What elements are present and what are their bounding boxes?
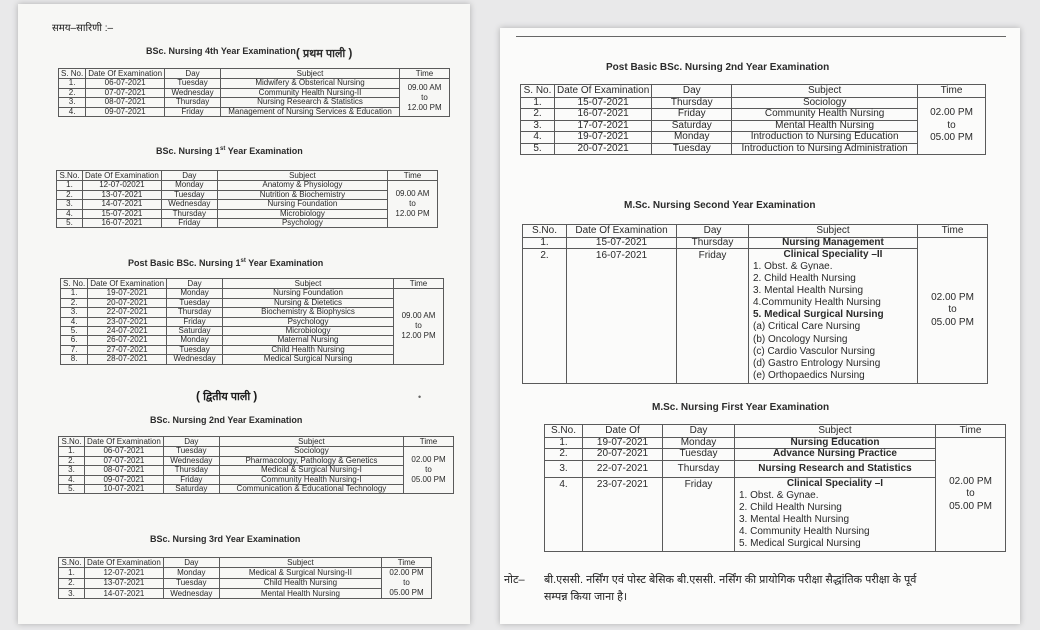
table-row [61,336,444,345]
cell-sno: 5. [59,484,85,493]
col-sno: S. No. [521,85,555,98]
cell-date: 15-07-2021 [567,237,677,249]
cell-date: 15-07-2021 [555,97,652,109]
cell-date: 28-07-2021 [88,355,167,364]
table-row [59,568,432,578]
cell-sno: 3. [61,308,88,317]
cell-day: Saturday [167,326,223,335]
col-time: Time [388,171,438,181]
cell-date: 23-07-2021 [583,478,663,552]
cell-day: Friday [163,475,219,484]
col-time: Time [918,225,988,238]
cell-day: Monday [167,336,223,345]
table-row [59,107,450,116]
col-time: Time [918,85,986,98]
cell-subject: Microbiology [223,326,394,335]
cell-sno: 1. [59,568,85,578]
list-item: 4. Community Health Nursing [739,526,870,538]
cell-sno: 5. [57,218,83,227]
cell-subject: Nursing Foundation [217,200,387,209]
table-row [59,589,432,599]
clinical-speciality-ii-list [749,249,918,384]
cell-day: Wednesday [167,355,223,364]
cell-sno: 1. [61,289,88,298]
cell-subject: Medical Surgical Nursing [223,355,394,364]
table-row [59,98,450,107]
cell-sno: 1. [545,437,583,449]
cell-day: Tuesday [161,190,217,199]
table-row [61,355,444,364]
cell-day: Saturday [652,120,732,132]
col-day: Day [163,437,219,447]
note-label: नोट– [504,574,525,586]
cell-day: Thursday [663,460,735,478]
list-item: (a) Critical Care Nursing [753,321,861,333]
cell-sno: 4. [59,107,86,116]
cell-subject: Community Health Nursing-I [219,475,403,484]
cell-sno: 1. [59,79,86,88]
table-row [59,447,454,456]
note-line-2: सम्पन्न किया जाना है। [544,591,628,604]
cell-date: 16-07-2021 [83,218,162,227]
col-time: Time [382,558,432,568]
note-line-1: बी.एससी. नर्सिंग एवं पोस्ट बेसिक बी.एससी. नर्सिंग की प्रायोगिक परीक्षा सैद्धांतिक परीक्षा के पूर्व [544,574,917,586]
cell-day: Wednesday [165,88,221,97]
cell-subject: Nursing Education [735,437,936,449]
cell-subject: Child Health Nursing [223,345,394,354]
cell-day: Thursday [163,466,219,475]
col-subject: Subject [735,425,936,438]
list-item: 3. Mental Health Nursing [753,284,864,296]
list-item: 1. Obst. & Gynae. [739,489,819,501]
col-sno: S.No. [545,425,583,438]
cell-sno: 1. [521,97,555,109]
time-cell [394,289,444,364]
cell-date: 20-07-2021 [583,449,663,461]
cell-sno: 4. [545,478,583,552]
cell-sno: 2. [545,449,583,461]
list-item: 1. Obst. & Gynae. [753,260,833,272]
cell-sno: 5. [521,143,555,155]
cell-sno: 8. [61,355,88,364]
bsc-3rd-year-title: BSc. Nursing 3rd Year Examination [150,534,301,544]
cell-subject: Psychology [217,218,387,227]
table-row [61,289,444,298]
cell-date: 16-07-2021 [555,109,652,121]
cell-date: 12-07-2021 [85,568,164,578]
time-cell [918,97,986,155]
cell-subject: Pharmacology, Pathology & Genetics [219,456,403,465]
list-item: (e) Orthopaedics Nursing [753,370,865,382]
cell-subject: Community Health Nursing [732,109,918,121]
col-time: Time [394,279,444,289]
msc-1st-year-table [544,424,1006,552]
cell-sno: 3. [521,120,555,132]
time-line: to [409,199,416,209]
cell-day: Thursday [652,97,732,109]
first-shift-label: प्रथम पाली [302,48,346,60]
bsc-2nd-year-title: BSc. Nursing 2nd Year Examination [150,415,303,425]
col-sno: S. No. [61,279,88,289]
col-day: Day [652,85,732,98]
cell-day: Wednesday [161,200,217,209]
cell-sno: 2. [61,298,88,307]
cell-date: 14-07-2021 [83,200,162,209]
cell-subject: Midwifery & Obsterical Nursing [221,79,400,88]
time-line: to [425,465,432,475]
cell-sno: 7. [61,345,88,354]
cell-sno: 2. [57,190,83,199]
time-line: 09.00 AM [407,82,442,92]
cell-day: Thursday [161,209,217,218]
cell-day: Monday [163,568,219,578]
time-line: 05.00 PM [930,132,973,143]
cell-day: Tuesday [165,79,221,88]
col-subject: Subject [732,85,918,98]
time-line: 12.00 PM [401,331,436,341]
cell-date: 06-07-2021 [86,79,165,88]
cell-sno: 5. [61,326,88,335]
cell-date: 08-07-2021 [86,98,165,107]
time-cell [404,447,454,494]
time-line: 05.00 PM [389,588,424,598]
cell-sno: 1. [523,237,567,249]
time-line: to [947,119,956,131]
cell-subject: Nursing Research & Statistics [221,98,400,107]
cell-day: Tuesday [167,345,223,354]
cell-sno: 6. [61,336,88,345]
time-line: 12.00 PM [407,102,442,112]
bsc-3rd-year-table [58,557,432,599]
time-line: to [403,578,410,588]
table-row [59,578,432,588]
cell-day: Monday [167,289,223,298]
cell-day: Tuesday [163,447,219,456]
col-subject: Subject [219,437,403,447]
cell-sno: 4. [57,209,83,218]
cell-day: Monday [652,132,732,144]
cell-day: Friday [167,317,223,326]
list-item: 2. Child Health Nursing [753,272,856,284]
time-cell: 02.00 PM to 05.00 PM [936,437,1006,552]
cell-date: 20-07-2021 [88,298,167,307]
top-rule [516,36,1006,37]
cell-day: Tuesday [652,143,732,155]
cell-date: 08-07-2021 [85,466,164,475]
post-basic-2nd-year-title: Post Basic BSc. Nursing 2nd Year Examination [606,62,830,73]
col-day: Day [161,171,217,181]
table-row [61,308,444,317]
cell-date: 16-07-2021 [567,249,677,384]
cell-subject: Introduction to Nursing Education [732,132,918,144]
cell-subject: Introduction to Nursing Administration [732,143,918,155]
cell-date: 07-07-2021 [86,88,165,97]
table-row [521,132,986,144]
table-row [59,484,454,493]
cell-date: 17-07-2021 [555,120,652,132]
cell-sno: 3. [545,460,583,478]
cell-date: 13-07-2021 [83,190,162,199]
table-row [57,200,438,209]
cell-subject: Medical & Surgical Nursing-II [219,568,381,578]
cell-date: 13-07-2021 [85,578,164,588]
list-item: (c) Cardio Vasculor Nursing [753,345,876,357]
table-row [521,97,986,109]
col-time: Time [400,69,450,79]
col-subject: Subject [217,171,387,181]
cell-day: Thursday [677,237,749,249]
cell-day: Wednesday [163,456,219,465]
cell-day: Friday [663,478,735,552]
right-page [500,28,1020,624]
msc-2nd-year-title: M.Sc. Nursing Second Year Examination [624,200,816,211]
cell-day: Monday [161,181,217,190]
cell-date: 19-07-2021 [583,437,663,449]
cell-subject: Communication & Educational Technology [219,484,403,493]
clinical-speciality-heading: Clinical Speciality –I [786,478,884,489]
cell-subject: Sociology [219,447,403,456]
cell-subject: Sociology [732,97,918,109]
cell-subject: Biochemistry & Biophysics [223,308,394,317]
cell-sno: 3. [57,200,83,209]
cell-date: 10-07-2021 [85,484,164,493]
cell-subject: Anatomy & Physiology [217,181,387,190]
cell-day: Tuesday [163,578,219,588]
cell-day: Tuesday [167,298,223,307]
col-subject: Subject [221,69,400,79]
cell-sno: 1. [57,181,83,190]
col-sno: S.No. [59,558,85,568]
time-line: 09.00 AM [401,311,436,321]
cell-subject: Advance Nursing Practice [735,449,936,461]
schedule-header: समय–सारिणी :– [52,23,114,34]
cell-date: 19-07-2021 [555,132,652,144]
time-cell: 02.00 PM to 05.00 PM [918,237,988,384]
list-item: (d) Gastro Entrology Nursing [753,358,881,369]
table-row [57,181,438,190]
cell-date: 07-07-2021 [85,456,164,465]
cell-subject: Nursing & Dietetics [223,298,394,307]
post-basic-2nd-year-table [520,84,986,155]
cell-subject: Mental Health Nursing [732,120,918,132]
time-cell [388,181,438,228]
col-date: Date Of Examination [567,225,677,238]
col-subject: Subject [749,225,918,238]
col-date: Date Of Examination [86,69,165,79]
cell-subject: Nursing Foundation [223,289,394,298]
cell-day: Monday [663,437,735,449]
clinical-speciality-heading: Clinical Speciality –II [783,249,883,260]
col-subject: Subject [223,279,394,289]
post-basic-1st-year-title: Post Basic BSc. Nursing 1st Year Examination [128,258,324,268]
cell-subject: Mental Health Nursing [219,589,381,599]
time-line: 02.00 PM [389,568,424,578]
cell-date: 23-07-2021 [88,317,167,326]
table-row [59,79,450,88]
cell-date: 27-07-2021 [88,345,167,354]
cell-date: 24-07-2021 [88,326,167,335]
cell-day: Tuesday [663,449,735,461]
cell-sno: 4. [61,317,88,326]
time-line: to [421,92,428,102]
cell-subject: Nursing Management [749,237,918,249]
list-item: (b) Oncology Nursing [753,333,848,345]
cell-day: Friday [165,107,221,116]
cell-day: Friday [652,109,732,121]
col-sno: S.No. [57,171,83,181]
msc-2nd-year-table [522,224,988,384]
table-row [521,120,986,132]
clinical-speciality-i-list [735,478,936,552]
col-day: Day [165,69,221,79]
cell-subject: Nutrition & Biochemistry [217,190,387,199]
cell-subject: Community Health Nursing-II [221,88,400,97]
cell-day: Thursday [167,308,223,317]
cell-day: Friday [677,249,749,384]
col-day: Day [677,225,749,238]
cell-date: 09-07-2021 [85,475,164,484]
cell-subject: Medical & Surgical Nursing-I [219,466,403,475]
table-row [57,218,438,227]
time-cell [400,79,450,117]
time-line: to [415,321,422,331]
cell-sno: 1. [59,447,85,456]
cell-date: 06-07-2021 [85,447,164,456]
time-line: 12.00 PM [395,209,430,219]
list-item: 4.Community Health Nursing [753,297,881,309]
cell-day: Thursday [165,98,221,107]
list-item: 3. Mental Health Nursing [739,513,850,525]
cell-date: 19-07-2021 [88,289,167,298]
list-item: 2. Child Health Nursing [739,501,842,513]
cell-subject: Management of Nursing Services & Education [221,107,400,116]
bsc-4th-year-title: BSc. Nursing 4th Year Examination ( प्रथम पाली ) [146,46,353,60]
col-date: Date Of Examination [83,171,162,181]
cell-day: Friday [161,218,217,227]
cell-day: Saturday [163,484,219,493]
time-cell [382,568,432,599]
cell-subject: Microbiology [217,209,387,218]
col-sno: S. No. [59,69,86,79]
table-row [521,109,986,121]
col-date: Date Of Examination [85,437,164,447]
cell-sno: 4. [521,132,555,144]
post-basic-1st-year-table [60,278,444,365]
cell-sno: 3. [59,98,86,107]
list-item: 5. Medical Surgical Nursing [739,538,861,550]
bsc-2nd-year-table [58,436,454,494]
col-time: Time [404,437,454,447]
col-day: Day [163,558,219,568]
col-subject: Subject [219,558,381,568]
cell-date: 20-07-2021 [555,143,652,155]
col-day: Day [663,425,735,438]
left-page [18,4,470,624]
table-row [521,143,986,155]
second-shift-heading: ( द्वितीय पाली ) [196,389,258,403]
table-row [59,466,454,475]
cell-date: 15-07-2021 [83,209,162,218]
time-line: 02.00 PM [930,107,973,118]
col-date: Date Of Examination [85,558,164,568]
cell-sno: 3. [59,466,85,475]
cell-sno: 2. [59,456,85,465]
col-date: Date Of Examination [555,85,652,98]
col-day: Day [167,279,223,289]
time-line: 05.00 PM [411,475,446,485]
col-sno: S.No. [59,437,85,447]
col-date: Date Of [583,425,663,438]
cell-subject: Child Health Nursing [219,578,381,588]
cell-sno: 3. [59,589,85,599]
cell-subject: Nursing Research and Statistics [735,460,936,478]
page-mark: • [418,392,422,402]
cell-date: 12-07-02021 [83,181,162,190]
cell-date: 14-07-2021 [85,589,164,599]
footer-note [504,572,1014,606]
col-date: Date Of Examination [88,279,167,289]
cell-sno: 2. [59,88,86,97]
bsc-1st-year-table [56,170,438,228]
cell-date: 09-07-2021 [86,107,165,116]
cell-sno: 4. [59,475,85,484]
time-line: 09.00 AM [395,189,430,199]
cell-date: 22-07-2021 [583,460,663,478]
cell-sno: 2. [523,249,567,384]
cell-subject: Psychology [223,317,394,326]
list-item: 5. Medical Surgical Nursing [753,309,884,321]
cell-date: 22-07-2021 [88,308,167,317]
cell-date: 26-07-2021 [88,336,167,345]
cell-sno: 2. [59,578,85,588]
cell-sno: 2. [521,109,555,121]
col-sno: S.No. [523,225,567,238]
bsc-1st-year-title: BSc. Nursing 1st Year Examination [156,146,303,156]
time-line: 02.00 PM [411,455,446,465]
cell-subject: Maternal Nursing [223,336,394,345]
msc-1st-year-title: M.Sc. Nursing First Year Examination [652,402,830,413]
cell-day: Wednesday [163,589,219,599]
bsc-4th-year-table [58,68,450,117]
col-time: Time [936,425,1006,438]
